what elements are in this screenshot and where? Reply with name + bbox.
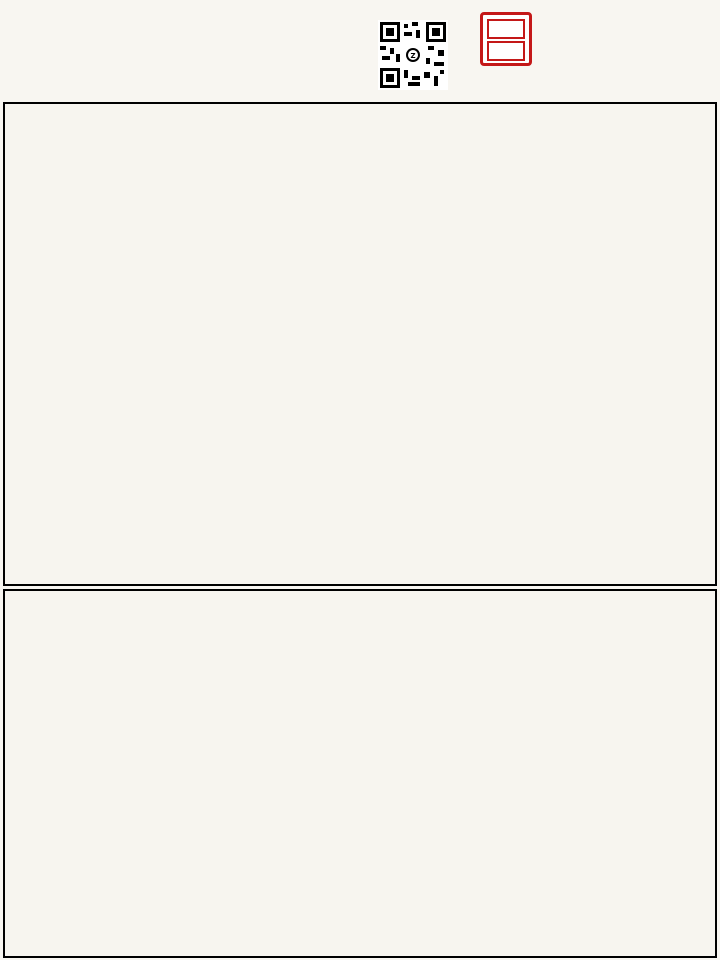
pillars-panel [3, 102, 717, 586]
qr-code-icon [378, 20, 448, 90]
red-seal-stamp [480, 12, 532, 66]
svg-text:Z: Z [410, 52, 416, 60]
annual-luck-grid [3, 589, 717, 958]
